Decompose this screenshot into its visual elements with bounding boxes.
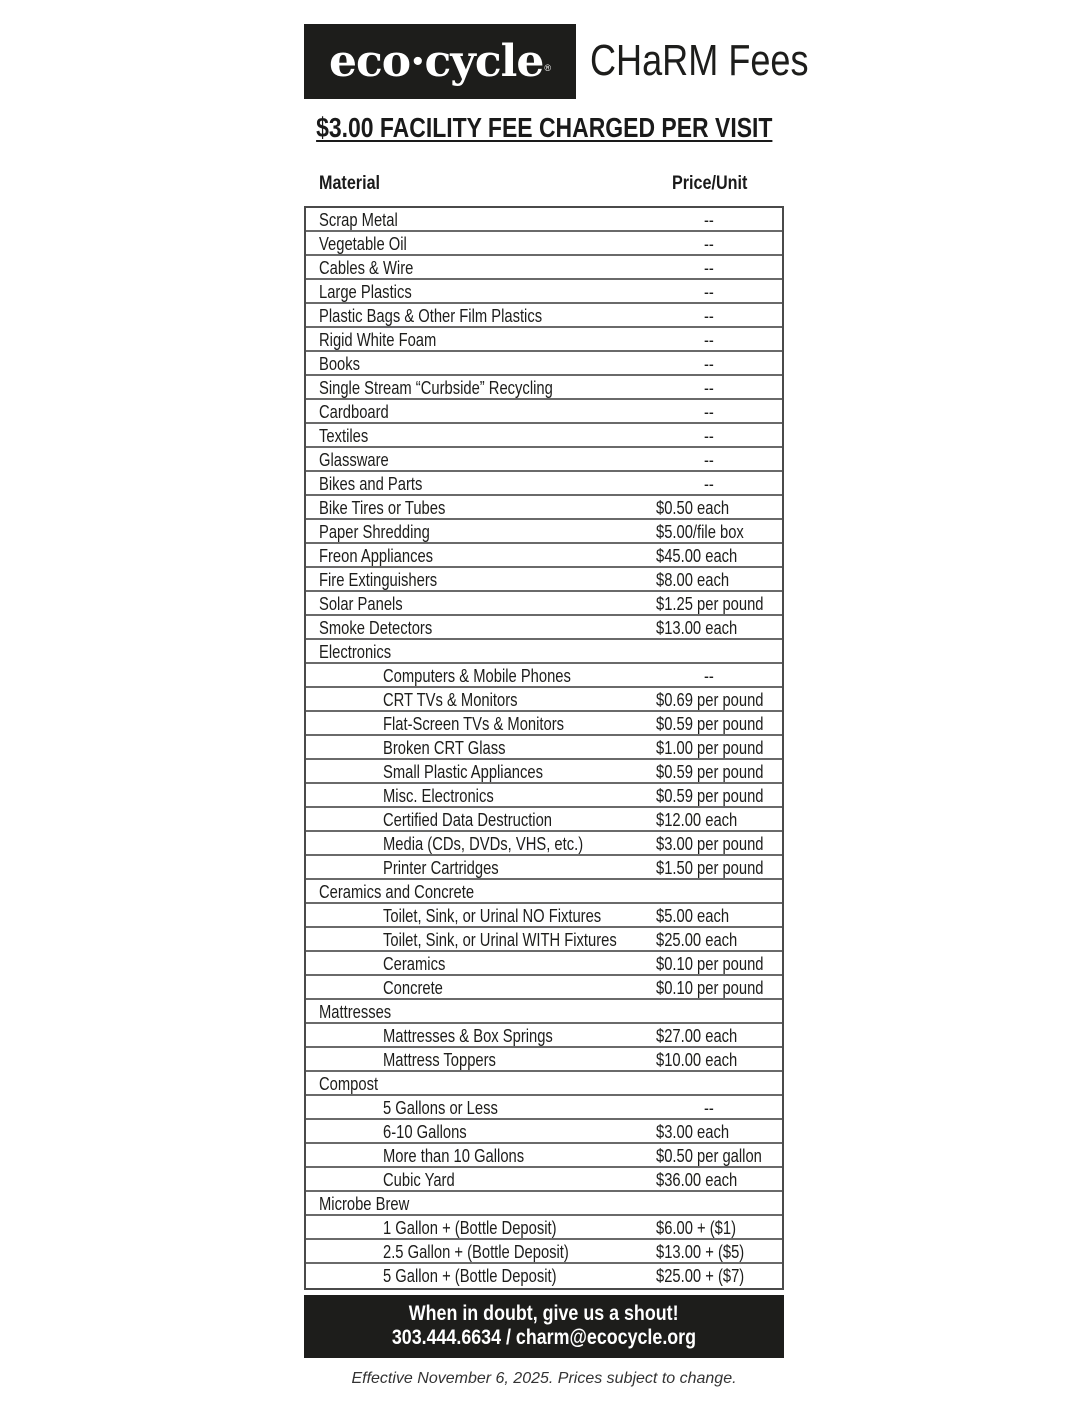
price-cell: --: [704, 1098, 714, 1118]
price-cell: $8.00 each: [656, 570, 730, 590]
table-row: [306, 880, 782, 904]
table-row: [306, 400, 782, 424]
material-cell: Scrap Metal: [319, 210, 398, 230]
table-row: [306, 208, 782, 232]
price-cell: --: [704, 666, 714, 686]
page-title: CHaRM Fees: [590, 36, 809, 85]
table-sub-row: [306, 736, 782, 760]
price-cell: $0.59 per pound: [656, 714, 764, 734]
table-sub-row: [306, 1216, 782, 1240]
table-row: [306, 592, 782, 616]
price-cell: $25.00 + ($7): [656, 1266, 745, 1286]
table-sub-row: [306, 856, 782, 880]
price-cell: $25.00 each: [656, 930, 738, 950]
material-cell: Certified Data Destruction: [383, 810, 552, 830]
footer-contact: 303.444.6634 / charm@ecocycle.org: [391, 1326, 697, 1349]
table-row: [306, 328, 782, 352]
table-row: [306, 1072, 782, 1096]
table-row: [306, 472, 782, 496]
price-cell: --: [704, 330, 714, 350]
material-cell: Media (CDs, DVDs, VHS, etc.): [383, 834, 584, 854]
table-row: [306, 448, 782, 472]
table-sub-row: [306, 1096, 782, 1120]
registered-mark: ®: [544, 62, 551, 73]
price-cell: $0.50 per gallon: [656, 1146, 762, 1166]
material-cell: 5 Gallon + (Bottle Deposit): [383, 1266, 557, 1286]
price-cell: $12.00 each: [656, 810, 738, 830]
price-cell: $13.00 each: [656, 618, 738, 638]
price-cell: --: [704, 474, 714, 494]
material-cell: 2.5 Gallon + (Bottle Deposit): [383, 1242, 569, 1262]
table-row: [306, 544, 782, 568]
material-cell: Mattress Toppers: [383, 1050, 496, 1070]
effective-date-note: Effective November 6, 2025. Prices subject to change.: [351, 1370, 737, 1387]
price-cell: --: [704, 258, 714, 278]
material-column-header: Material: [319, 173, 381, 194]
table-sub-row: [306, 976, 782, 1000]
price-cell: --: [704, 234, 714, 254]
contact-footer: [304, 1295, 784, 1358]
material-cell: 5 Gallons or Less: [383, 1098, 498, 1118]
material-cell: Freon Appliances: [319, 546, 434, 566]
price-cell: $0.50 each: [656, 498, 730, 518]
material-cell: Ceramics: [383, 954, 446, 974]
material-cell: Small Plastic Appliances: [383, 762, 543, 782]
material-cell: Fire Extinguishers: [319, 570, 438, 590]
price-cell: --: [704, 378, 714, 398]
table-sub-row: [306, 664, 782, 688]
material-cell: Bikes and Parts: [319, 474, 423, 494]
table-row: [306, 256, 782, 280]
price-cell: --: [704, 450, 714, 470]
price-cell: $0.59 per pound: [656, 786, 764, 806]
table-row: [306, 568, 782, 592]
material-cell: Smoke Detectors: [319, 618, 433, 638]
price-cell: $5.00 each: [656, 906, 730, 926]
table-sub-row: [306, 784, 782, 808]
material-cell: Solar Panels: [319, 594, 403, 614]
table-row: [306, 616, 782, 640]
price-cell: $0.10 per pound: [656, 954, 764, 974]
table-row: [306, 304, 782, 328]
price-cell: --: [704, 210, 714, 230]
table-row: [306, 640, 782, 664]
table-sub-row: [306, 688, 782, 712]
table-row: [306, 1000, 782, 1024]
table-sub-row: [306, 1120, 782, 1144]
material-cell: Computers & Mobile Phones: [383, 666, 571, 686]
price-cell: $36.00 each: [656, 1170, 738, 1190]
material-cell: Broken CRT Glass: [383, 738, 506, 758]
material-cell: Misc. Electronics: [383, 786, 494, 806]
material-cell: Microbe Brew: [319, 1194, 410, 1214]
facility-fee-banner: [0, 112, 1088, 144]
material-cell: Cardboard: [319, 402, 389, 422]
material-cell: Textiles: [319, 426, 369, 446]
material-cell: Flat-Screen TVs & Monitors: [383, 714, 565, 734]
material-cell: Bike Tires or Tubes: [319, 498, 446, 518]
material-cell: 1 Gallon + (Bottle Deposit): [383, 1218, 557, 1238]
price-cell: $5.00/file box: [656, 522, 744, 542]
material-cell: Cubic Yard: [383, 1170, 455, 1190]
price-cell: $0.10 per pound: [656, 978, 764, 998]
table-row: [306, 496, 782, 520]
table-row: [306, 352, 782, 376]
footer-tagline: When in doubt, give us a shout!: [409, 1302, 679, 1325]
material-cell: Mattresses: [319, 1002, 392, 1022]
table-sub-row: [306, 952, 782, 976]
material-cell: Compost: [319, 1074, 379, 1094]
price-cell: $1.50 per pound: [656, 858, 764, 878]
price-cell: $1.25 per pound: [656, 594, 764, 614]
material-cell: Cables & Wire: [319, 258, 414, 278]
material-cell: 6-10 Gallons: [383, 1122, 467, 1142]
logo-text: eco·cycle: [329, 36, 544, 87]
price-cell: $27.00 each: [656, 1026, 738, 1046]
price-cell: --: [704, 354, 714, 374]
material-cell: Paper Shredding: [319, 522, 430, 542]
table-sub-row: [306, 1240, 782, 1264]
material-cell: Vegetable Oil: [319, 234, 407, 254]
price-cell: $10.00 each: [656, 1050, 738, 1070]
price-cell: $1.00 per pound: [656, 738, 764, 758]
price-column-header: Price/Unit: [672, 173, 748, 194]
material-cell: More than 10 Gallons: [383, 1146, 525, 1166]
table-sub-row: [306, 1144, 782, 1168]
fee-table: [304, 206, 784, 1290]
price-cell: --: [704, 282, 714, 302]
price-cell: $3.00 each: [656, 1122, 730, 1142]
table-row: [306, 232, 782, 256]
table-row: [306, 1192, 782, 1216]
eco-cycle-logo: [304, 24, 576, 99]
price-cell: $6.00 + ($1): [656, 1218, 737, 1238]
material-cell: Glassware: [319, 450, 389, 470]
table-sub-row: [306, 760, 782, 784]
material-cell: Ceramics and Concrete: [319, 882, 475, 902]
table-sub-row: [306, 832, 782, 856]
material-cell: Printer Cartridges: [383, 858, 499, 878]
material-cell: Mattresses & Box Springs: [383, 1026, 553, 1046]
table-sub-row: [306, 808, 782, 832]
price-cell: $0.59 per pound: [656, 762, 764, 782]
table-sub-row: [306, 1264, 782, 1288]
price-cell: $45.00 each: [656, 546, 738, 566]
price-cell: --: [704, 426, 714, 446]
page-header: [304, 24, 809, 99]
material-cell: Electronics: [319, 642, 392, 662]
material-cell: Books: [319, 354, 361, 374]
table-sub-row: [306, 1024, 782, 1048]
table-sub-row: [306, 928, 782, 952]
table-row: [306, 376, 782, 400]
material-cell: Plastic Bags & Other Film Plastics: [319, 306, 543, 326]
material-cell: Large Plastics: [319, 282, 412, 302]
table-row: [306, 424, 782, 448]
price-cell: $3.00 per pound: [656, 834, 764, 854]
material-cell: CRT TVs & Monitors: [383, 690, 518, 710]
price-cell: $13.00 + ($5): [656, 1242, 745, 1262]
table-sub-row: [306, 712, 782, 736]
table-sub-row: [306, 1168, 782, 1192]
table-row: [306, 520, 782, 544]
material-cell: Toilet, Sink, or Urinal NO Fixtures: [383, 906, 602, 926]
material-cell: Single Stream “Curbside” Recycling: [319, 378, 553, 398]
material-cell: Concrete: [383, 978, 443, 998]
material-cell: Toilet, Sink, or Urinal WITH Fixtures: [383, 930, 617, 950]
material-cell: Rigid White Foam: [319, 330, 437, 350]
table-sub-row: [306, 1048, 782, 1072]
table-row: [306, 280, 782, 304]
facility-fee-text: $3.00 FACILITY FEE CHARGED PER VISIT: [315, 112, 773, 143]
price-cell: --: [704, 306, 714, 326]
price-cell: --: [704, 402, 714, 422]
table-sub-row: [306, 904, 782, 928]
price-cell: $0.69 per pound: [656, 690, 764, 710]
